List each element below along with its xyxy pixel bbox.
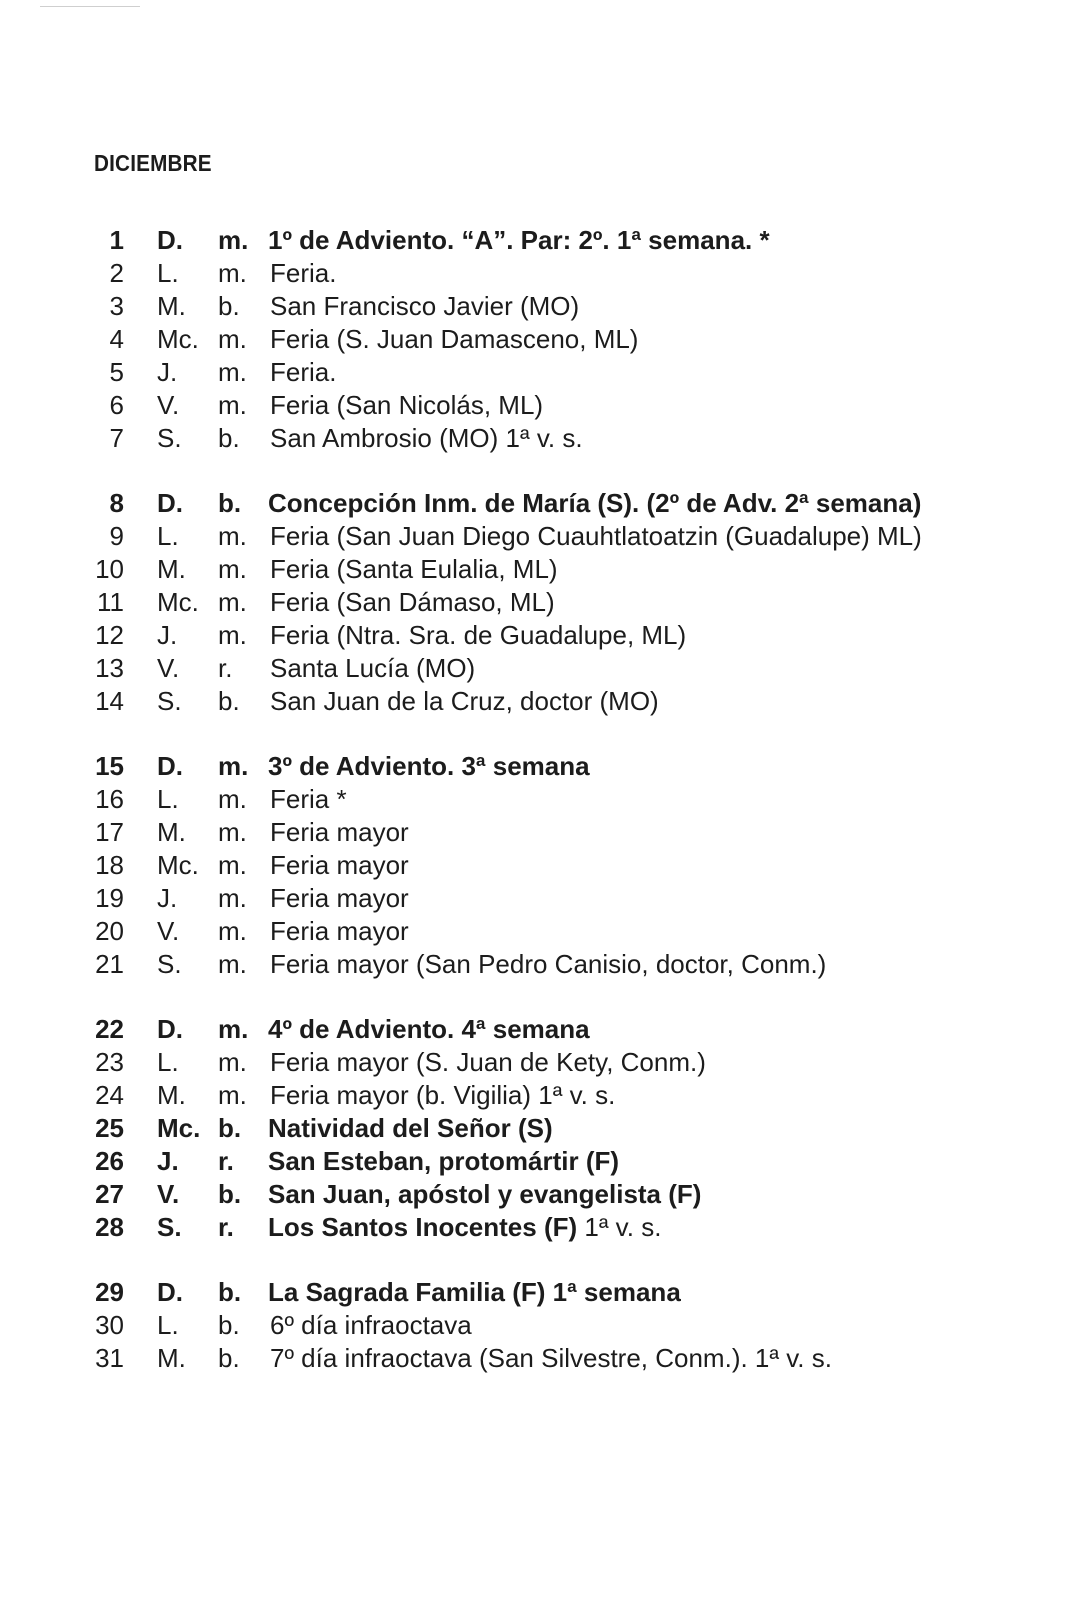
day-number: 28 bbox=[95, 1212, 124, 1242]
calendar-row bbox=[0, 882, 1072, 915]
celebration-text: Feria (San Nicolás, ML) bbox=[270, 390, 544, 420]
liturgical-color: b. bbox=[218, 1277, 242, 1307]
liturgical-color: b. bbox=[218, 1310, 240, 1340]
celebration-text: 7º día infraoctava (San Silvestre, Conm.). 1ª v. s. bbox=[270, 1343, 832, 1373]
weekday-abbr: M. bbox=[157, 291, 186, 321]
calendar-row bbox=[0, 783, 1072, 816]
liturgical-color: r. bbox=[218, 1212, 234, 1242]
celebration-description bbox=[270, 816, 409, 849]
day-number: 8 bbox=[109, 488, 124, 518]
weekday-abbr: J. bbox=[157, 620, 178, 650]
day-number: 1 bbox=[109, 225, 124, 255]
weekday-abbr: S. bbox=[157, 686, 182, 716]
celebration-text: Feria * bbox=[270, 784, 347, 814]
weekday-abbr: D. bbox=[157, 751, 183, 781]
celebration-description bbox=[270, 1342, 832, 1375]
celebration-description bbox=[270, 849, 409, 882]
calendar-row bbox=[0, 1342, 1072, 1375]
celebration-text: Feria (Santa Eulalia, ML) bbox=[270, 554, 558, 584]
weekday-abbr: Mc. bbox=[157, 1113, 201, 1143]
celebration-description bbox=[270, 389, 543, 422]
celebration-description bbox=[268, 1178, 701, 1211]
weekday-abbr: M. bbox=[157, 817, 186, 847]
liturgical-color: m. bbox=[218, 225, 249, 255]
celebration-text: Feria (Ntra. Sra. de Guadalupe, ML) bbox=[270, 620, 687, 650]
weekday-abbr: L. bbox=[157, 258, 179, 288]
calendar-row bbox=[0, 323, 1072, 356]
calendar-row bbox=[0, 1276, 1072, 1309]
day-number: 23 bbox=[95, 1047, 124, 1077]
celebration-text: Natividad del Señor (S) bbox=[268, 1113, 553, 1143]
day-number: 15 bbox=[95, 751, 124, 781]
celebration-text: San Francisco Javier (MO) bbox=[270, 291, 580, 321]
celebration-text: Feria mayor bbox=[270, 817, 409, 847]
celebration-text: Feria. bbox=[270, 258, 337, 288]
celebration-description bbox=[270, 323, 638, 356]
calendar-row bbox=[0, 1112, 1072, 1145]
celebration-description bbox=[270, 882, 409, 915]
celebration-text: Santa Lucía (MO) bbox=[270, 653, 476, 683]
celebration-text: San Ambrosio (MO) 1ª v. s. bbox=[270, 423, 583, 453]
day-number: 30 bbox=[95, 1310, 124, 1340]
day-number: 27 bbox=[95, 1179, 124, 1209]
liturgical-color: m. bbox=[218, 521, 247, 551]
liturgical-color: m. bbox=[218, 817, 247, 847]
calendar-row bbox=[0, 1079, 1072, 1112]
celebration-description bbox=[270, 422, 583, 455]
calendar-row bbox=[0, 915, 1072, 948]
celebration-text: Feria (San Juan Diego Cuauhtlatoatzin (Guadalupe) ML) bbox=[270, 521, 922, 551]
calendar-row bbox=[0, 619, 1072, 652]
weekday-abbr: S. bbox=[157, 423, 182, 453]
day-number: 2 bbox=[109, 258, 124, 288]
liturgical-color: m. bbox=[218, 916, 247, 946]
celebration-text: Feria mayor (S. Juan de Kety, Conm.) bbox=[270, 1047, 706, 1077]
weekday-abbr: J. bbox=[157, 1146, 179, 1176]
weekday-abbr: L. bbox=[157, 1310, 179, 1340]
day-number: 11 bbox=[97, 587, 124, 617]
calendar-row bbox=[0, 257, 1072, 290]
celebration-description bbox=[270, 619, 686, 652]
liturgical-color: m. bbox=[218, 357, 247, 387]
celebration-text: Concepción Inm. de María (S). (2º de Adv. 2ª semana) bbox=[268, 488, 922, 518]
day-number: 9 bbox=[109, 521, 124, 551]
weekday-abbr: L. bbox=[157, 784, 179, 814]
calendar-row bbox=[0, 1309, 1072, 1342]
weekday-abbr: Mc. bbox=[157, 587, 199, 617]
liturgical-color: m. bbox=[218, 850, 247, 880]
celebration-text: 4º de Adviento. 4ª semana bbox=[268, 1014, 590, 1044]
liturgical-color: m. bbox=[218, 1080, 247, 1110]
weekday-abbr: D. bbox=[157, 1014, 183, 1044]
weekday-abbr: M. bbox=[157, 1080, 186, 1110]
calendar-row bbox=[0, 422, 1072, 455]
calendar-row bbox=[0, 356, 1072, 389]
day-number: 10 bbox=[95, 554, 124, 584]
weekday-abbr: M. bbox=[157, 554, 186, 584]
liturgical-color: b. bbox=[218, 488, 242, 518]
month-title: DICIEMBRE bbox=[94, 150, 212, 176]
celebration-description bbox=[270, 290, 579, 323]
weekday-abbr: M. bbox=[157, 1343, 186, 1373]
celebration-text: Feria. bbox=[270, 357, 337, 387]
celebration-text: San Esteban, protomártir (F) bbox=[268, 1146, 620, 1176]
liturgical-color: m. bbox=[218, 390, 247, 420]
calendar-row bbox=[0, 685, 1072, 718]
celebration-description bbox=[268, 750, 590, 783]
day-number: 6 bbox=[109, 390, 124, 420]
liturgical-color: b. bbox=[218, 1179, 242, 1209]
celebration-text: Feria (S. Juan Damasceno, ML) bbox=[270, 324, 639, 354]
liturgical-color: m. bbox=[218, 1014, 249, 1044]
day-number: 3 bbox=[109, 291, 124, 321]
liturgical-color: r. bbox=[218, 653, 233, 683]
calendar-row bbox=[0, 1145, 1072, 1178]
calendar-row bbox=[0, 652, 1072, 685]
calendar-row bbox=[0, 948, 1072, 981]
liturgical-color: m. bbox=[218, 751, 249, 781]
celebration-description bbox=[270, 783, 347, 816]
celebration-description bbox=[270, 652, 475, 685]
celebration-description bbox=[270, 948, 826, 981]
celebration-description bbox=[270, 520, 922, 553]
liturgical-color: m. bbox=[218, 620, 247, 650]
celebration-text: 3º de Adviento. 3ª semana bbox=[268, 751, 590, 781]
day-number: 19 bbox=[95, 883, 124, 913]
calendar-row bbox=[0, 290, 1072, 323]
weekday-abbr: D. bbox=[157, 488, 183, 518]
calendar-row bbox=[0, 816, 1072, 849]
celebration-description bbox=[270, 553, 558, 586]
liturgical-color: b. bbox=[218, 1343, 240, 1373]
liturgical-color: b. bbox=[218, 291, 240, 321]
liturgical-color: r. bbox=[218, 1146, 234, 1176]
day-number: 17 bbox=[95, 817, 124, 847]
weekday-abbr: Mc. bbox=[157, 324, 199, 354]
liturgical-color: m. bbox=[218, 324, 247, 354]
day-number: 7 bbox=[109, 423, 124, 453]
liturgical-color: m. bbox=[218, 784, 247, 814]
liturgical-color: m. bbox=[218, 1047, 247, 1077]
celebration-description bbox=[270, 257, 336, 290]
day-number: 22 bbox=[95, 1014, 124, 1044]
calendar-row bbox=[0, 520, 1072, 553]
day-number: 12 bbox=[95, 620, 124, 650]
celebration-text: 1º de Adviento. “A”. Par: 2º. 1ª semana. * bbox=[268, 225, 770, 255]
day-number: 5 bbox=[109, 357, 124, 387]
celebration-description bbox=[270, 915, 409, 948]
day-number: 14 bbox=[95, 686, 124, 716]
celebration-description bbox=[270, 1079, 615, 1112]
day-number: 25 bbox=[95, 1113, 124, 1143]
celebration-text: San Juan, apóstol y evangelista (F) bbox=[268, 1179, 702, 1209]
celebration-description bbox=[268, 487, 921, 520]
liturgical-color: m. bbox=[218, 258, 247, 288]
calendar-row bbox=[0, 224, 1072, 257]
liturgical-color: b. bbox=[218, 686, 240, 716]
weekday-abbr: S. bbox=[157, 1212, 182, 1242]
day-number: 13 bbox=[95, 653, 124, 683]
celebration-suffix: 1ª v. s. bbox=[577, 1212, 662, 1242]
liturgical-color: m. bbox=[218, 949, 247, 979]
calendar-row bbox=[0, 389, 1072, 422]
celebration-description bbox=[270, 1309, 472, 1342]
weekday-abbr: V. bbox=[157, 653, 180, 683]
celebration-description bbox=[270, 685, 659, 718]
calendar-row bbox=[0, 1046, 1072, 1079]
celebration-text: Feria (San Dámaso, ML) bbox=[270, 587, 555, 617]
celebration-text: San Juan de la Cruz, doctor (MO) bbox=[270, 686, 659, 716]
weekday-abbr: J. bbox=[157, 357, 178, 387]
celebration-description bbox=[270, 1046, 706, 1079]
liturgical-color: b. bbox=[218, 423, 240, 453]
celebration-description bbox=[268, 1112, 553, 1145]
calendar-row bbox=[0, 849, 1072, 882]
celebration-text: Feria mayor (b. Vigilia) 1ª v. s. bbox=[270, 1080, 616, 1110]
celebration-text: 6º día infraoctava bbox=[270, 1310, 472, 1340]
celebration-description bbox=[268, 1145, 619, 1178]
calendar-row bbox=[0, 487, 1072, 520]
weekday-abbr: D. bbox=[157, 1277, 183, 1307]
celebration-description bbox=[268, 1276, 681, 1309]
day-number: 24 bbox=[95, 1080, 124, 1110]
liturgical-color: b. bbox=[218, 1113, 242, 1143]
day-number: 16 bbox=[95, 784, 124, 814]
calendar-row bbox=[0, 553, 1072, 586]
weekday-abbr: S. bbox=[157, 949, 182, 979]
liturgical-color: m. bbox=[218, 883, 247, 913]
day-number: 18 bbox=[95, 850, 124, 880]
celebration-description bbox=[270, 586, 555, 619]
day-number: 21 bbox=[95, 949, 124, 979]
celebration-description bbox=[268, 1013, 590, 1046]
weekday-abbr: D. bbox=[157, 225, 183, 255]
liturgical-color: m. bbox=[218, 554, 247, 584]
day-number: 4 bbox=[109, 324, 124, 354]
liturgical-color: m. bbox=[218, 587, 247, 617]
celebration-text: Feria mayor (San Pedro Canisio, doctor, Conm.) bbox=[270, 949, 827, 979]
weekday-abbr: V. bbox=[157, 390, 180, 420]
day-number: 29 bbox=[95, 1277, 124, 1307]
celebration-text: Feria mayor bbox=[270, 883, 409, 913]
weekday-abbr: V. bbox=[157, 916, 180, 946]
celebration-description bbox=[268, 224, 770, 257]
day-number: 31 bbox=[95, 1343, 124, 1373]
celebration-description bbox=[268, 1211, 661, 1244]
weekday-abbr: J. bbox=[157, 883, 178, 913]
weekday-abbr: L. bbox=[157, 521, 179, 551]
celebration-text: Los Santos Inocentes (F) bbox=[268, 1212, 578, 1242]
calendar-row bbox=[0, 1178, 1072, 1211]
weekday-abbr: V. bbox=[157, 1179, 180, 1209]
weekday-abbr: Mc. bbox=[157, 850, 199, 880]
calendar-row bbox=[0, 586, 1072, 619]
day-number: 20 bbox=[95, 916, 124, 946]
celebration-text: La Sagrada Familia (F) 1ª semana bbox=[268, 1277, 681, 1307]
weekday-abbr: L. bbox=[157, 1047, 179, 1077]
celebration-text: Feria mayor bbox=[270, 916, 409, 946]
celebration-text: Feria mayor bbox=[270, 850, 409, 880]
calendar-row bbox=[0, 1013, 1072, 1046]
calendar-row bbox=[0, 1211, 1072, 1244]
celebration-description bbox=[270, 356, 336, 389]
day-number: 26 bbox=[95, 1146, 124, 1176]
calendar-row bbox=[0, 750, 1072, 783]
